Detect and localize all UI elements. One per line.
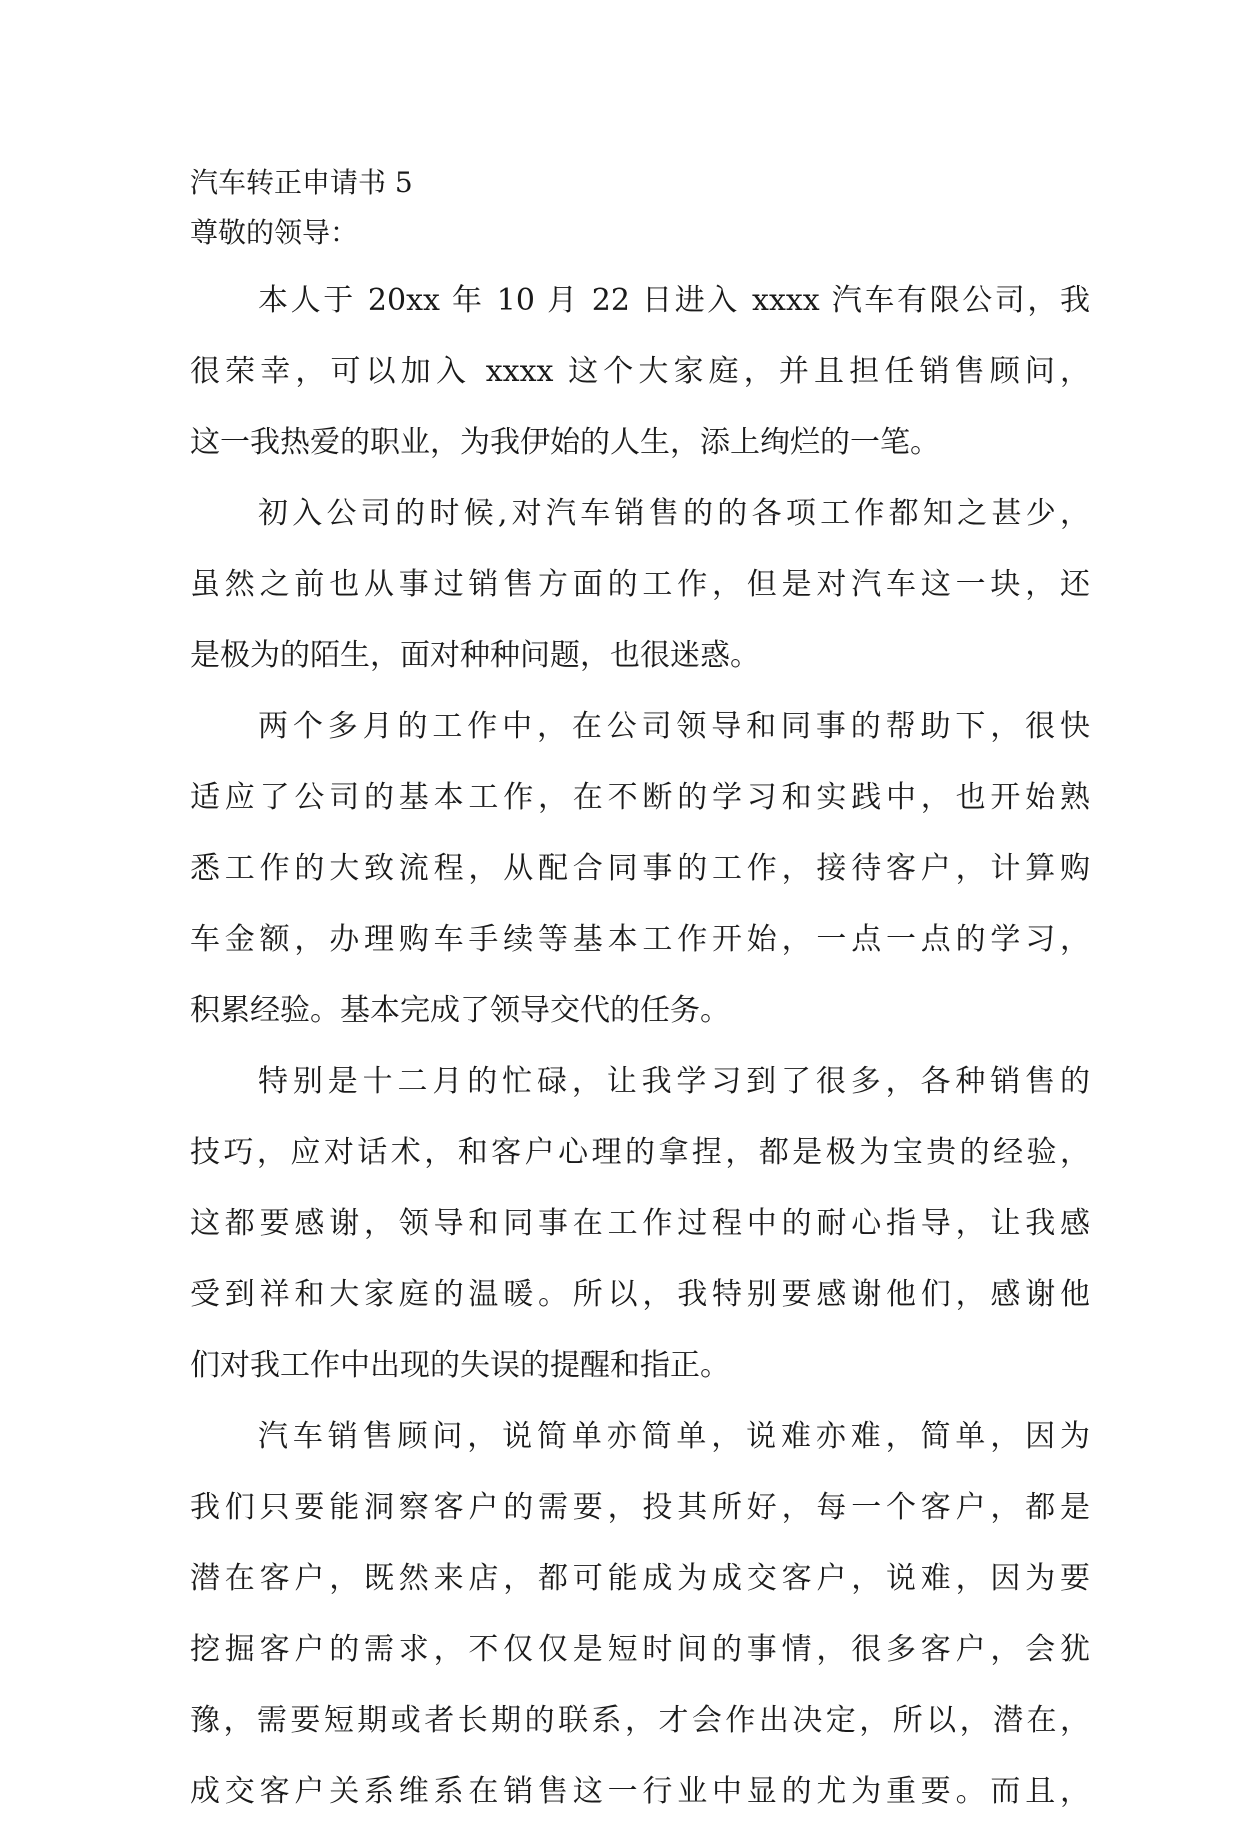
paragraph-line: 这一我热爱的职业，为我伊始的人生，添上绚烂的一笔。 (190, 425, 940, 460)
paragraph-line: 豫，需要短期或者长期的联系，才会作出决定，所以，潜在， (190, 1703, 1090, 1738)
document-body (190, 277, 1090, 1839)
paragraph-line: 汽车销售顾问，说简单亦简单，说难亦难，简单，因为 (258, 1419, 1090, 1454)
paragraph-line: 们对我工作中出现的失误的提醒和指正。 (190, 1348, 730, 1383)
paragraph-line: 初入公司的时候,对汽车销售的的各项工作都知之甚少， (258, 496, 1090, 531)
paragraph-line: 适应了公司的基本工作，在不断的学习和实践中，也开始熟 (190, 780, 1090, 815)
paragraph-line: 潜在客户，既然来店，都可能成为成交客户，说难，因为要 (190, 1561, 1090, 1596)
paragraph-line: 很荣幸，可以加入 xxxx 这个大家庭，并且担任销售顾问， (190, 354, 1090, 389)
paragraph-line: 车金额，办理购车手续等基本工作开始，一点一点的学习， (190, 922, 1090, 957)
paragraph-line: 两个多月的工作中，在公司领导和同事的帮助下，很快 (258, 709, 1090, 744)
paragraph-line: 我们只要能洞察客户的需要，投其所好，每一个客户，都是 (190, 1490, 1090, 1525)
paragraph-line: 本人于 20xx 年 10 月 22 日进入 xxxx 汽车有限公司，我 (258, 283, 1090, 318)
paragraph-line: 受到祥和大家庭的温暖。所以，我特别要感谢他们，感谢他 (190, 1277, 1090, 1312)
paragraph-line: 是极为的陌生，面对种种问题，也很迷惑。 (190, 638, 760, 673)
paragraph-line: 挖掘客户的需求，不仅仅是短时间的事情，很多客户，会犹 (190, 1632, 1090, 1667)
paragraph-line: 这都要感谢，领导和同事在工作过程中的耐心指导，让我感 (190, 1206, 1090, 1241)
paragraph-line: 虽然之前也从事过销售方面的工作，但是对汽车这一块，还 (190, 567, 1090, 602)
paragraph-line: 技巧，应对话术，和客户心理的拿捏，都是极为宝贵的经验， (190, 1135, 1090, 1170)
salutation: 尊敬的领导： (190, 216, 359, 249)
paragraph-line: 特别是十二月的忙碌，让我学习到了很多，各种销售的 (258, 1064, 1090, 1099)
paragraph-line: 成交客户关系维系在销售这一行业中显的尤为重要。而且， (190, 1774, 1090, 1809)
paragraph-line: 悉工作的大致流程，从配合同事的工作，接待客户，计算购 (190, 851, 1090, 886)
document-title: 汽车转正申请书 5 (190, 166, 413, 199)
paragraph-line: 积累经验。基本完成了领导交代的任务。 (190, 993, 730, 1028)
